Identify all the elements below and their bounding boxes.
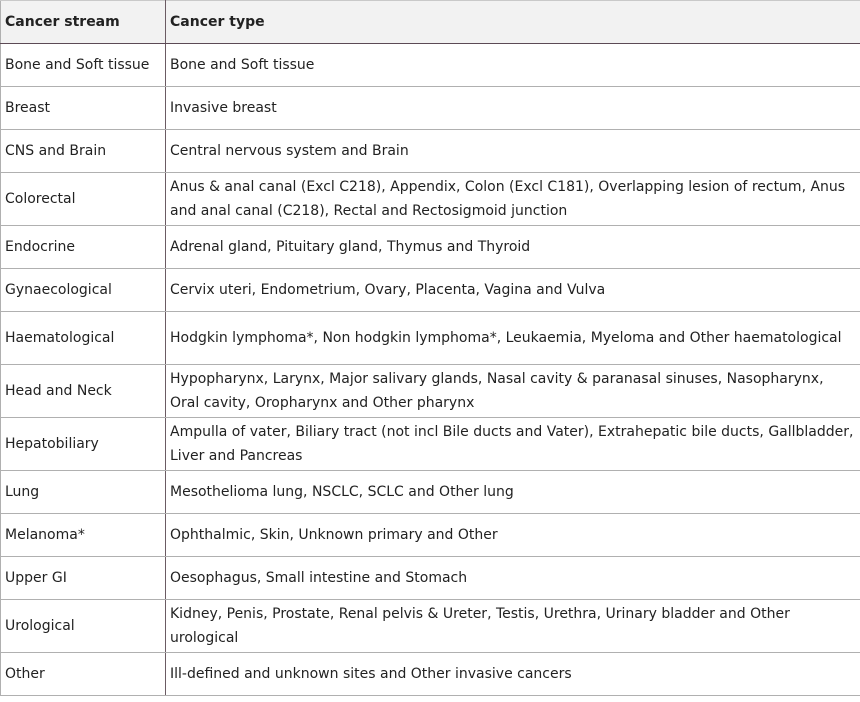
table-row [1,365,860,418]
table-row [1,130,860,173]
cancer-type-cell: Kidney, Penis, Prostate, Renal pelvis & Ureter, Testis, Urethra, Urinary bladder and Other urological [166,600,860,653]
cancer-stream-cell: Melanoma* [1,514,166,557]
cancer-stream-cell: CNS and Brain [1,130,166,173]
cancer-type-cell: Mesothelioma lung, NSCLC, SCLC and Other lung [166,471,860,514]
cancer-stream-cell: Colorectal [1,173,166,226]
table-row [1,653,860,696]
table-row [1,557,860,600]
table-row [1,471,860,514]
cancer-stream-cell: Breast [1,87,166,130]
header-cancer-type: Cancer type [166,1,860,44]
table-row [1,600,860,653]
cancer-type-cell: Ill-defined and unknown sites and Other invasive cancers [166,653,860,696]
cancer-type-cell: Adrenal gland, Pituitary gland, Thymus and Thyroid [166,226,860,269]
cancer-type-cell: Central nervous system and Brain [166,130,860,173]
cancer-stream-cell: Urological [1,600,166,653]
table-row [1,226,860,269]
table-row [1,418,860,471]
cancer-type-cell: Hypopharynx, Larynx, Major salivary glands, Nasal cavity & paranasal sinuses, Nasopharynx, Oral cavity, Oropharynx and Other pharynx [166,365,860,418]
table-row [1,87,860,130]
cancer-type-cell: Cervix uteri, Endometrium, Ovary, Placenta, Vagina and Vulva [166,269,860,312]
cancer-stream-cell: Gynaecological [1,269,166,312]
cancer-type-cell: Ophthalmic, Skin, Unknown primary and Other [166,514,860,557]
table-row [1,173,860,226]
cancer-stream-cell: Haematological [1,312,166,365]
cancer-type-cell: Anus & anal canal (Excl C218), Appendix, Colon (Excl C181), Overlapping lesion of rectum, Anus and anal canal (C218), Rectal and Rectosigmoid junction [166,173,860,226]
cancer-stream-cell: Bone and Soft tissue [1,44,166,87]
cancer-stream-cell: Endocrine [1,226,166,269]
table-row [1,44,860,87]
header-cancer-stream: Cancer stream [1,1,166,44]
table-row [1,514,860,557]
table-row [1,312,860,365]
cancer-type-cell: Bone and Soft tissue [166,44,860,87]
cancer-stream-cell: Lung [1,471,166,514]
table-row [1,269,860,312]
cancer-stream-cell: Upper GI [1,557,166,600]
table-header-row [1,1,860,44]
cancer-stream-cell: Head and Neck [1,365,166,418]
cancer-stream-cell: Other [1,653,166,696]
cancer-type-cell: Ampulla of vater, Biliary tract (not incl Bile ducts and Vater), Extrahepatic bile ducts, Gallbladder, Liver and Pancreas [166,418,860,471]
cancer-type-cell: Oesophagus, Small intestine and Stomach [166,557,860,600]
cancer-type-cell: Invasive breast [166,87,860,130]
cancer-type-cell: Hodgkin lymphoma*, Non hodgkin lymphoma*, Leukaemia, Myeloma and Other haematological [166,312,860,365]
cancer-stream-cell: Hepatobiliary [1,418,166,471]
